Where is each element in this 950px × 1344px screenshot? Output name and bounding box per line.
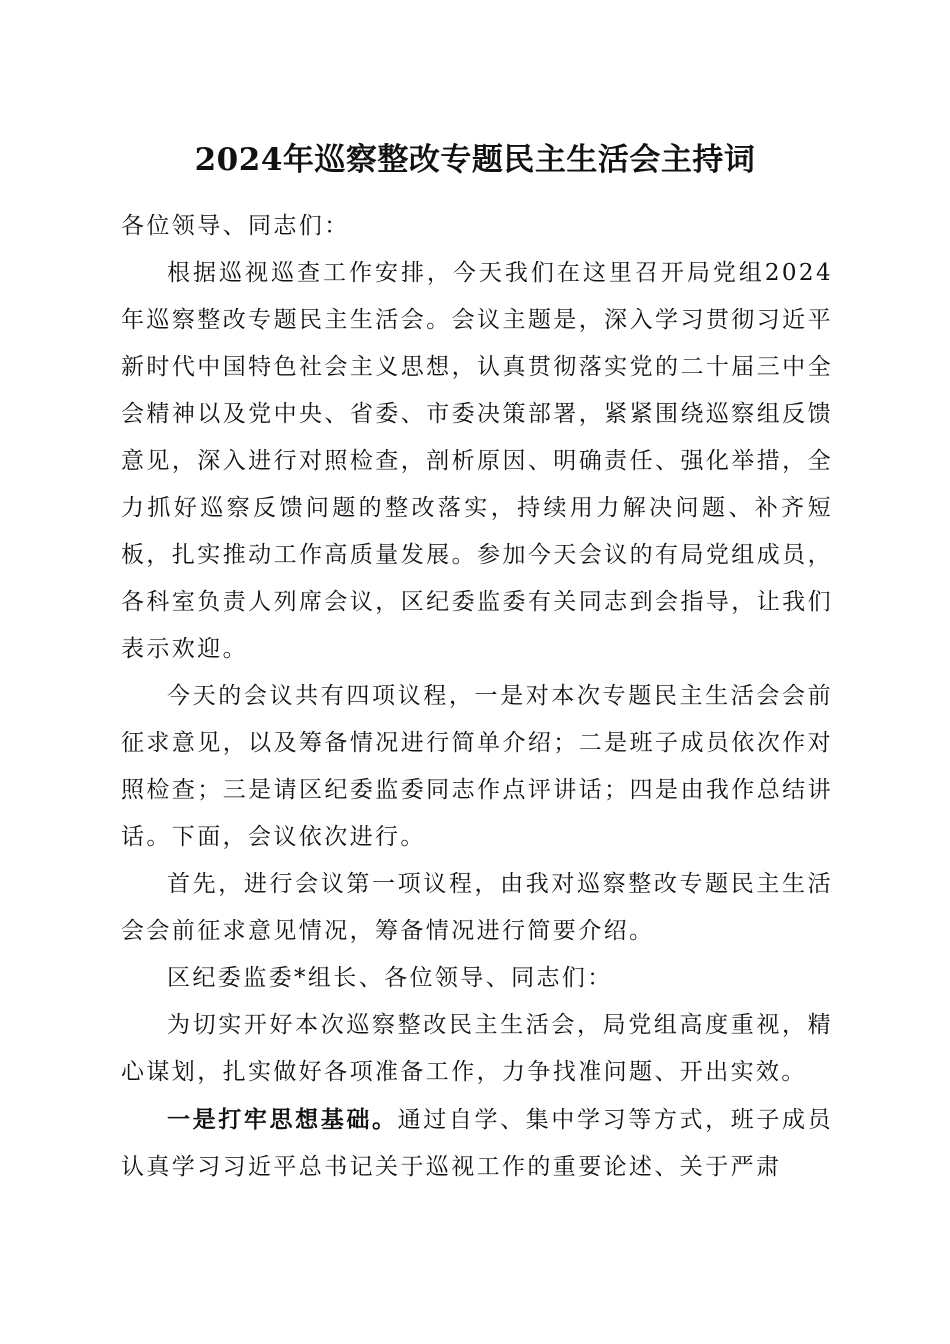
paragraph-address: 区纪委监委*组长、各位领导、同志们： [167, 965, 613, 991]
paragraph-preparation: 为切实开好本次巡察整改民主生活会，局党组高度重视，精心谋划，扎实做好各项准备工作，力争找准问题、开出实效。 [121, 1012, 833, 1085]
paragraph-first-item: 首先，进行会议第一项议程，由我对巡察整改专题民主生活会会前征求意见情况，筹备情况进行简要介绍。 [121, 871, 833, 944]
document-body [121, 203, 833, 1191]
document-title: 2024年巡察整改专题民主生活会主持词 [194, 142, 756, 178]
paragraph-opening: 根据巡视巡查工作安排，今天我们在这里召开局党组2024年巡察整改专题民主生活会。会议主题是，深入学习贯彻习近平新时代中国特色社会主义思想，认真贯彻落实党的二十届三中全会精神以及党中央、省委、市委决策部署，紧紧围绕巡察组反馈意见，深入进行对照检查，剖析原因、明确责任、强化举措，全力抓好巡察反馈问题的整改落实，持续用力解决问题、补齐短板，扎实推动工作高质量发展。参加今天会议的有局党组成员，各科室负责人列席会议，区纪委监委有关同志到会指导，让我们表示欢迎。 [121, 260, 833, 662]
point-one-lead: 一是打牢思想基础。 [167, 1106, 398, 1133]
salutation: 各位领导、同志们： [121, 213, 350, 239]
point-one-text: 通过自学、集中学习等方式，班子成员认真学习习近平总书记关于巡视工作的重要论述、关于严肃 [121, 1107, 833, 1180]
paragraph-agenda: 今天的会议共有四项议程，一是对本次专题民主生活会会前征求意见，以及筹备情况进行简单介绍；二是班子成员依次作对照检查；三是请区纪委监委同志作点评讲话；四是由我作总结讲话。下面，会议依次进行。 [121, 683, 833, 850]
paragraph-point-one [121, 1096, 833, 1191]
